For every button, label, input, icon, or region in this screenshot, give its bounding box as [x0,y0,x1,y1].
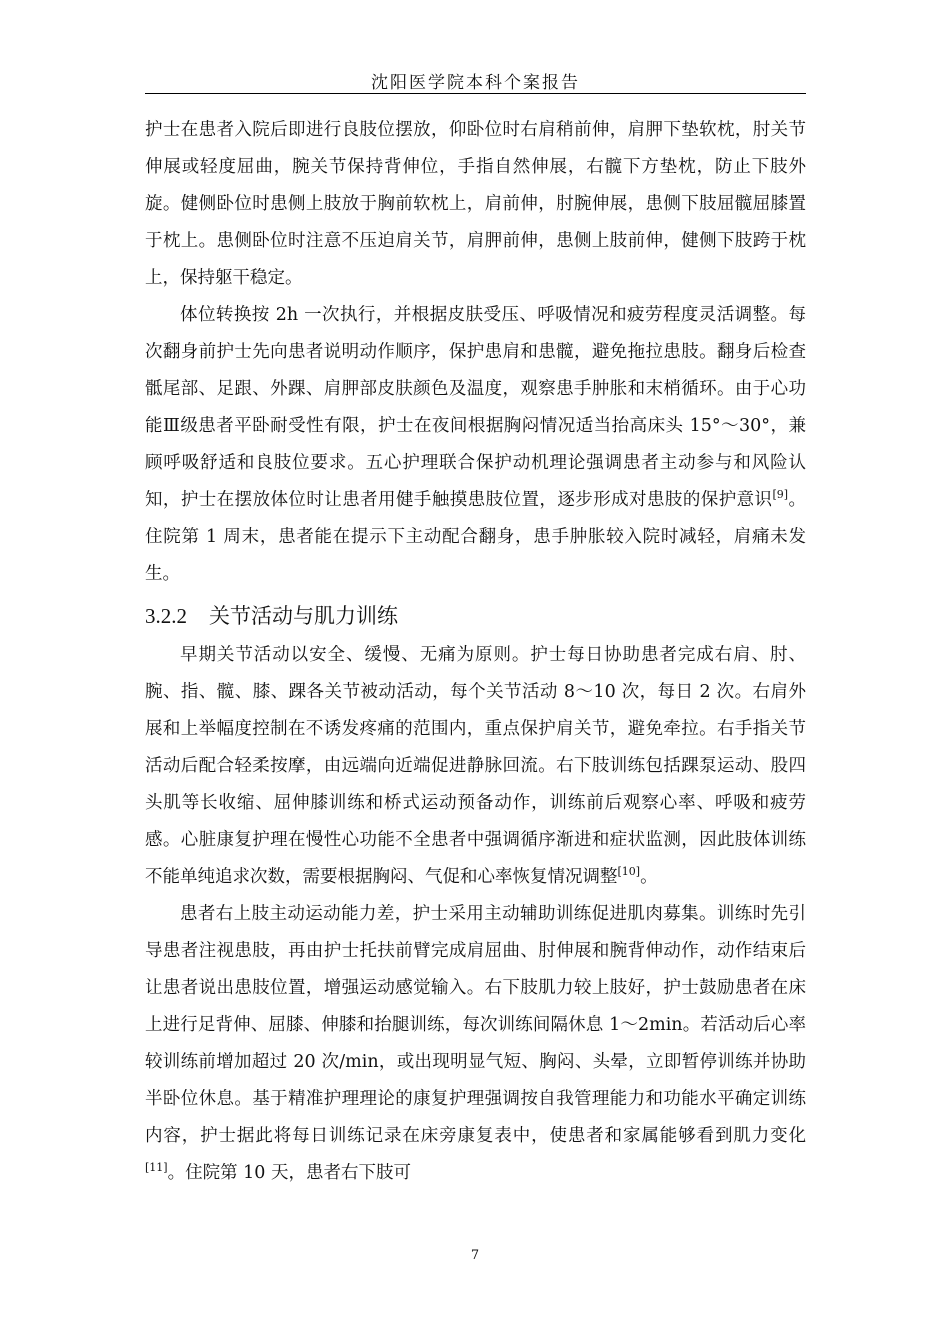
paragraph-text: 。 [640,867,658,887]
paragraph-text: 体位转换按 2h 一次执行，并根据皮肤受压、呼吸情况和疲劳程度灵活调整。每次翻身前护士先向患者说明动作顺序，保护患肩和患髋，避免拖拉患肢。翻身后检查骶尾部、足跟、外踝、肩胛部皮肤颜色及温度，观察患手肿胀和末梢循环。由于心功能Ⅲ级患者平卧耐受性有限，护士在夜间根据胸闷情况适当抬高床头 15°～30°，兼顾呼吸舒适和良肢位要求。五心护理联合保护动机理论强调患者主动参与和风险认知，护士在摆放体位时让患者用健手触摸患肢位置，逐步形成对患肢的保护意识 [145,305,806,510]
paragraph-joint-activity [145,637,806,896]
page-header-title: 沈阳医学院本科个案报告 [371,73,580,93]
paragraph-text: 早期关节活动以安全、缓慢、无痛为原则。护士每日协助患者完成右肩、肘、腕、指、髋、膝、踝各关节被动活动，每个关节活动 8～10 次，每日 2 次。右肩外展和上举幅度控制在不诱发疼痛的范围内，重点保护肩关节，避免牵拉。右手指关节活动后配合轻柔按摩，由远端向近端促进静脉回流。右下肢训练包括踝泵运动、股四头肌等长收缩、屈伸膝训练和桥式运动预备动作，训练前后观察心率、呼吸和疲劳感。心脏康复护理在慢性心功能不全患者中强调循序渐进和症状监测，因此肢体训练不能单纯追求次数，需要根据胸闷、气促和心率恢复情况调整 [145,645,806,887]
header-rule [145,93,806,94]
section-number: 3.2.2 [145,604,187,628]
paragraph-text: 。住院第 10 天，患者右下肢可 [167,1163,411,1183]
body-text [145,112,806,1192]
citation-9: [9] [772,488,789,502]
citation-10: [10] [617,865,641,879]
citation-11: [11] [145,1161,168,1175]
paragraph-positioning: 护士在患者入院后即进行良肢位摆放，仰卧位时右肩稍前伸，肩胛下垫软枕，肘关节伸展或轻度屈曲，腕关节保持背伸位，手指自然伸展，右髋下方垫枕，防止下肢外旋。健侧卧位时患侧上肢放于胸前软枕上，肩前伸，肘腕伸展，患侧下肢屈髋屈膝置于枕上。患侧卧位时注意不压迫肩关节，肩胛前伸，患侧上肢前伸，健侧下肢跨于枕上，保持躯干稳定。 [145,120,806,288]
paragraph-text: 患者右上肢主动运动能力差，护士采用主动辅助训练促进肌肉募集。训练时先引导患者注视患肢，再由护士托扶前臂完成肩屈曲、肘伸展和腕背伸动作，动作结束后让患者说出患肢位置，增强运动感觉输入。右下肢肌力较上肢好，护士鼓励患者在床上进行足背伸、屈膝、伸膝和抬腿训练，每次训练间隔休息 1～2min。若活动后心率较训练前增加超过 20 次/min，或出现明显气短、胸闷、头晕，立即暂停训练并协助半卧位休息。基于精准护理理论的康复护理强调按自我管理能力和功能水平确定训练内容，护士据此将每日训练记录在床旁康复表中，使患者和家属能够看到肌力变化 [145,904,806,1146]
paragraph-position-change [145,297,806,593]
paragraph-muscle-training [145,896,806,1192]
section-title: 关节活动与肌力训练 [209,604,398,628]
page-number: 7 [470,1248,480,1263]
paragraph-text: 。住院第 1 周末，患者能在提示下主动配合翻身，患手肿胀较入院时减轻，肩痛未发生。 [145,490,807,584]
section-heading [145,601,806,631]
